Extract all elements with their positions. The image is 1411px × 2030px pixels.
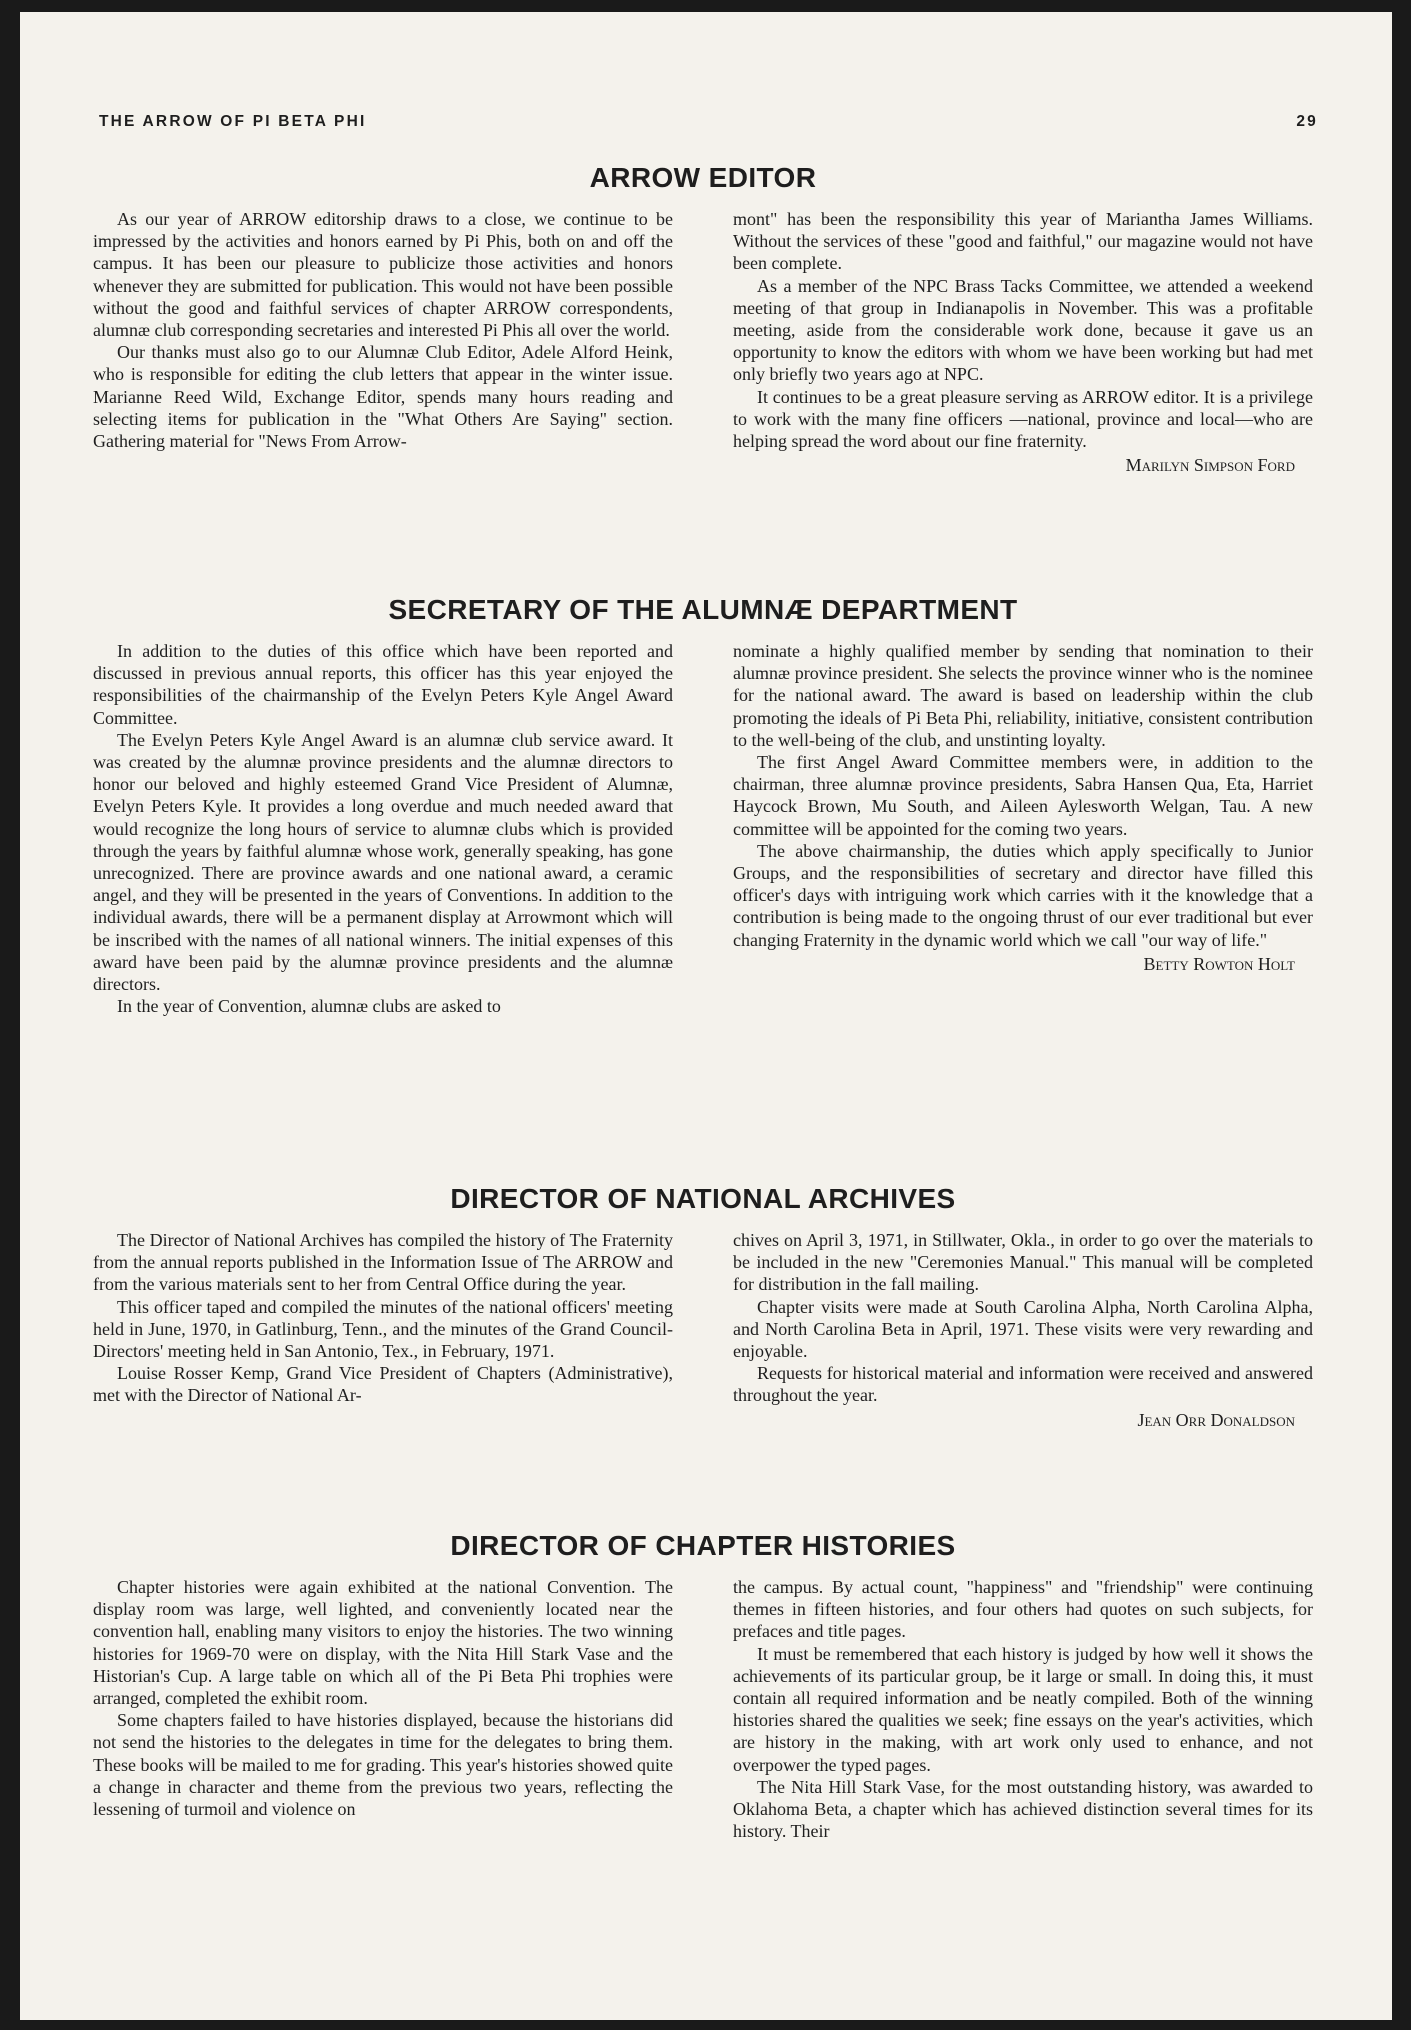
section-title: SECRETARY OF THE ALUMNÆ DEPARTMENT [388, 594, 1018, 625]
paragraph: Chapter visits were made at South Carolina Alpha, North Carolina Alpha, and North Carolina Beta in April, 1971. These visits were very rewarding and enjoyable. [733, 1296, 1313, 1362]
magazine-page [20, 12, 1392, 2020]
paragraph: The above chairmanship, the duties which apply specifically to Junior Groups, and the responsibilities of secretary and director have filled this officer's days with intriguing work which carries with it the knowledge that a contribution is being made to the ongoing thrust of our ever traditional but ever changing Fraternity in the dynamic world which we call "our way of life." [733, 840, 1313, 950]
page-number: 29 [1296, 113, 1318, 130]
section-chapter-histories [93, 1530, 1313, 1842]
paragraph-continued: chives on April 3, 1971, in Stillwater, Okla., in order to go over the materials to be included in the new "Ceremonies Manual." This manual will be completed for distribution in the fall mailing. [733, 1230, 1313, 1295]
paragraph-continued: the campus. By actual count, "happiness" and "friendship" were continuing themes in fifteen histories, and four others had quotes on such subjects, for prefaces and title pages. [733, 1577, 1313, 1642]
section-title: DIRECTOR OF NATIONAL ARCHIVES [450, 1183, 956, 1214]
right-column [733, 640, 1313, 1017]
paragraph: Chapter histories were again exhibited at the national Convention. The display room was large, well lighted, and conveniently located near the convention hall, enabling many visitors to enjoy the histories. The two winning histories for 1969-70 were on display, with the Nita Hill Stark Vase and the Historian's Cup. A large table on which all of the Pi Beta Phi trophies were arranged, completed the exhibit room. [93, 1577, 673, 1709]
left-column [93, 208, 673, 476]
running-head [99, 113, 1318, 131]
left-column [93, 1229, 673, 1431]
paragraph: As our year of ARROW editorship draws to a close, we continue to be impressed by the activities and honors earned by Pi Phis, both on and off the campus. It has been our pleasure to publicize those activities and honors whenever they are submitted for publication. This would not have been possible without the good and faithful services of chapter ARROW correspondents, alumnæ club corresponding secretaries and interested Pi Phis all over the world. [93, 209, 673, 341]
author-signature: Betty Rowton Holt [1143, 953, 1295, 974]
right-column [733, 1229, 1313, 1431]
left-column [93, 640, 673, 1017]
section-national-archives [93, 1183, 1313, 1431]
author-signature: Jean Orr Donaldson [1137, 1409, 1295, 1430]
section-secretary-alumnae [93, 594, 1313, 1017]
paragraph: The first Angel Award Committee members were, in addition to the chairman, three alumnæ province presidents, Sabra Hansen Qua, Eta, Harriet Haycock Brown, Mu South, and Aileen Aylesworth Welgan, Tau. A new committee will be appointed for the coming two years. [733, 752, 1313, 839]
paragraph: As a member of the NPC Brass Tacks Committee, we attended a weekend meeting of that group in Indianapolis in November. This was a profitable meeting, aside from the considerable work done, because it gave us an opportunity to know the editors with whom we have been working but had met only briefly two years ago at NPC. [733, 275, 1313, 385]
paragraph: In the year of Convention, alumnæ clubs are asked to [117, 996, 501, 1017]
paragraph: Requests for historical material and information were received and answered throughout the year. [733, 1363, 1313, 1406]
right-column [733, 1576, 1313, 1842]
paragraph-continued: nominate a highly qualified member by sending that nomination to their alumnæ province president. She selects the province winner who is the nominee for the national award. The award is based on leadership within the club promoting the ideals of Pi Beta Phi, reliability, initiative, consistent contribution to the well-being of the club, and unstinting loyalty. [733, 641, 1313, 750]
paragraph: The Nita Hill Stark Vase, for the most outstanding history, was awarded to Oklahoma Beta, a chapter which has achieved distinction several times for its history. Their [733, 1776, 1313, 1842]
paragraph: Some chapters failed to have histories displayed, because the historians did not send the histories to the delegates in time for the delegates to bring them. These books will be mailed to me for grading. This year's histories showed quite a change in character and theme from the previous two years, reflecting the lessening of turmoil and violence on [93, 1710, 673, 1820]
section-title: ARROW EDITOR [589, 162, 817, 193]
section-title: DIRECTOR OF CHAPTER HISTORIES [450, 1530, 956, 1561]
paragraph: It continues to be a great pleasure serving as ARROW editor. It is a privilege to work with the many fine officers —national, province and local—who are helping spread the word about our fine fraternity. [733, 386, 1313, 452]
paragraph: The Evelyn Peters Kyle Angel Award is an alumnæ club service award. It was created by the alumnæ province presidents and the alumnæ directors to honor our beloved and highly esteemed Grand Vice President of Alumnæ, Evelyn Peters Kyle. It provides a long overdue and much needed award that would recognize the long hours of service to alumnæ clubs which is provided through the years by faithful alumnæ whose work, generally speaking, has gone unrecognized. There are province awards and one national award, a ceramic angel, and they will be presented in the years of Conventions. In addition to the individual awards, there will be a permanent display at Arrowmont which will be inscribed with the names of all national winners. The initial expenses of this award have been paid by the alumnæ province presidents and the alumnæ directors. [93, 729, 673, 995]
publication-title: THE ARROW OF PI BETA PHI [99, 113, 367, 130]
paragraph: Our thanks must also go to our Alumnæ Club Editor, Adele Alford Heink, who is responsible for editing the club letters that appear in the winter issue. Marianne Reed Wild, Exchange Editor, spends many hours reading and selecting items for publication in the "What Others Are Saying" section. Gathering material for "News From Arrow- [93, 342, 673, 452]
paragraph: In addition to the duties of this office which have been reported and discussed in previous annual reports, this officer has this year enjoyed the responsibilities of the chairmanship of the Evelyn Peters Kyle Angel Award Committee. [93, 641, 673, 728]
right-column [733, 208, 1313, 476]
paragraph: Louise Rosser Kemp, Grand Vice President of Chapters (Administrative), met with the Director of National Ar- [93, 1363, 673, 1406]
paragraph: It must be remembered that each history is judged by how well it shows the achievements of its particular group, be it large or small. In doing this, it must contain all required information and be neatly compiled. Both of the winning histories shared the qualities we seek; fine essays on the year's activities, which are history in the making, with art work only used to enhance, and not overpower the typed pages. [733, 1643, 1313, 1775]
left-column [93, 1576, 673, 1842]
author-signature: Marilyn Simpson Ford [1125, 455, 1295, 476]
paragraph-continued: mont" has been the responsibility this year of Mariantha James Williams. Without the services of these "good and faithful," our magazine would not have been complete. [733, 209, 1313, 274]
paragraph: The Director of National Archives has compiled the history of The Fraternity from the annual reports published in the Information Issue of The ARROW and from the various materials sent to her from Central Office during the year. [93, 1230, 673, 1295]
paragraph: This officer taped and compiled the minutes of the national officers' meeting held in June, 1970, in Gatlinburg, Tenn., and the minutes of the Grand Council-Directors' meeting held in San Antonio, Tex., in February, 1971. [93, 1296, 673, 1362]
section-arrow-editor [93, 162, 1313, 476]
